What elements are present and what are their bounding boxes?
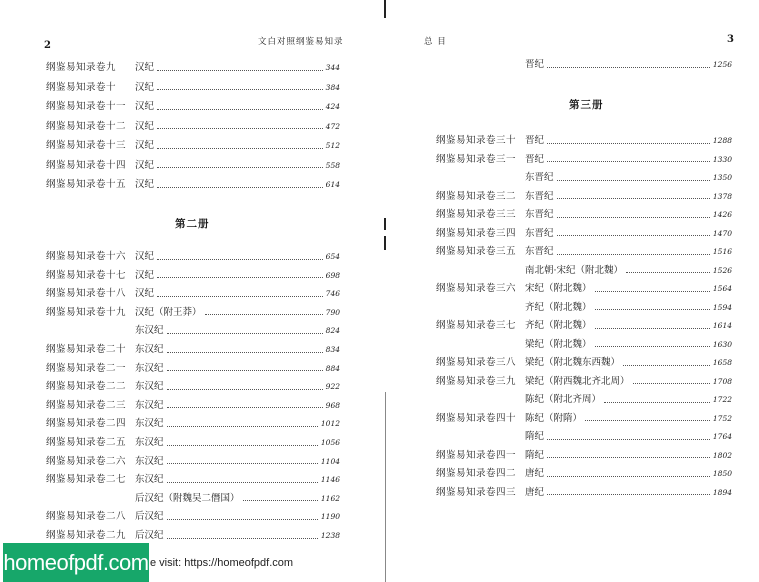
page-number: 2 xyxy=(44,40,51,51)
toc-entry xyxy=(46,119,340,135)
toc-volume: 纲鉴易知录卷十五 xyxy=(46,179,127,190)
toc-page-number: 1378 xyxy=(712,191,732,201)
toc-section: 汉纪 xyxy=(135,62,155,73)
toc-entry xyxy=(436,189,732,205)
watermark-logo[interactable]: homeofpdf.com xyxy=(3,543,149,582)
toc-section: 汉纪 xyxy=(135,179,155,190)
dot-leader xyxy=(157,127,323,129)
dot-leader xyxy=(157,147,323,149)
toc-entry xyxy=(46,268,340,284)
toc-section: 汉纪（附王莽） xyxy=(135,306,202,318)
dot-leader xyxy=(157,295,323,297)
toc-page-number: 1630 xyxy=(712,339,732,349)
dot-leader xyxy=(623,364,710,366)
toc-section: 晋纪 xyxy=(525,135,545,146)
dot-leader xyxy=(157,186,323,188)
toc-section: 汉纪 xyxy=(135,269,155,281)
toc-page-number: 922 xyxy=(325,382,340,392)
toc-section: 隋纪 xyxy=(525,431,545,442)
dot-leader xyxy=(557,253,710,255)
toc-page-number: 1288 xyxy=(712,136,732,145)
toc-entry xyxy=(46,398,340,414)
toc-section: 东汉纪 xyxy=(135,399,164,411)
toc-page-number: 512 xyxy=(325,141,340,150)
dot-leader xyxy=(557,234,710,236)
toc-section: 东晋纪 xyxy=(525,172,554,183)
watermark-visit-text[interactable]: e visit: https://homeofpdf.com xyxy=(150,557,294,569)
toc-entry xyxy=(46,99,340,115)
toc-volume: 纲鉴易知录卷十一 xyxy=(46,101,127,112)
toc-entry xyxy=(436,57,732,73)
toc-volume: 纲鉴易知录卷三十 xyxy=(436,135,517,146)
dot-leader xyxy=(626,271,710,273)
toc-entry xyxy=(46,342,340,358)
toc-page-number: 834 xyxy=(325,345,340,354)
dot-leader xyxy=(157,276,323,278)
volume-title: 第三册 xyxy=(569,99,604,111)
toc-page-number: 1722 xyxy=(712,395,732,404)
toc-entry xyxy=(436,226,732,242)
toc-volume: 纲鉴易知录卷三七 xyxy=(436,320,517,331)
toc-volume: 纲鉴易知录卷二六 xyxy=(46,455,127,467)
dot-leader xyxy=(167,406,323,408)
toc-entry xyxy=(436,263,732,279)
toc-section: 东汉纪 xyxy=(135,455,164,467)
toc-section: 陈纪（附隋） xyxy=(525,412,583,424)
toc-section: 晋纪 xyxy=(525,153,545,165)
toc-volume: 纲鉴易知录卷十四 xyxy=(46,159,127,171)
toc-entry xyxy=(436,207,732,223)
toc-volume: 纲鉴易知录卷九 xyxy=(46,62,117,73)
toc-section: 东晋纪 xyxy=(525,209,554,220)
toc-entry xyxy=(436,337,732,353)
toc-entry xyxy=(46,249,340,265)
toc-section: 梁纪（附北魏） xyxy=(525,338,592,350)
running-head: 总 目 xyxy=(424,37,447,47)
dot-leader xyxy=(167,369,323,371)
toc-page-number: 558 xyxy=(325,160,340,170)
toc-volume: 纲鉴易知录卷十八 xyxy=(46,288,127,300)
dot-leader xyxy=(157,108,323,110)
dot-leader xyxy=(595,308,710,310)
toc-volume: 纲鉴易知录卷三六 xyxy=(436,283,517,294)
toc-volume: 纲鉴易知录卷十二 xyxy=(46,120,127,132)
toc-section: 后汉纪 xyxy=(135,530,164,541)
dot-leader xyxy=(157,69,323,71)
toc-entry xyxy=(46,158,340,174)
toc-page-number: 824 xyxy=(325,326,340,336)
toc-section: 东汉纪 xyxy=(135,437,164,448)
toc-page-number: 1708 xyxy=(712,376,732,386)
toc-section: 东汉纪 xyxy=(135,362,164,374)
toc-volume: 纲鉴易知录卷十三 xyxy=(46,140,127,151)
toc-page-number: 1012 xyxy=(320,419,340,429)
dot-leader xyxy=(547,66,710,68)
toc-section: 隋纪 xyxy=(525,449,545,461)
toc-page-number: 968 xyxy=(325,400,340,410)
toc-page-number: 654 xyxy=(325,252,340,261)
toc-volume: 纲鉴易知录卷二十 xyxy=(46,344,127,355)
toc-page-number: 1564 xyxy=(712,284,732,293)
toc-entry xyxy=(436,466,732,482)
toc-volume: 纲鉴易知录卷四一 xyxy=(436,449,517,461)
dot-leader xyxy=(167,481,318,483)
dot-leader xyxy=(167,332,323,334)
toc-page-number: 1658 xyxy=(712,358,732,367)
toc-page-number: 1350 xyxy=(712,173,732,182)
dot-leader xyxy=(595,327,710,329)
toc-volume: 纲鉴易知录卷三二 xyxy=(436,190,517,202)
watermark-banner xyxy=(0,543,380,582)
toc-entry xyxy=(436,244,732,260)
toc-entry xyxy=(46,305,340,321)
toc-entry xyxy=(46,177,340,193)
toc-page-number: 424 xyxy=(325,102,340,111)
toc-section: 南北朝·宋纪（附北魏） xyxy=(525,264,624,276)
toc-section: 唐纪 xyxy=(525,486,545,498)
toc-entry xyxy=(46,454,340,470)
dot-leader xyxy=(157,258,323,260)
toc-section: 汉纪 xyxy=(135,101,155,112)
dot-leader xyxy=(167,388,323,390)
toc-section: 陈纪（附北齐周） xyxy=(525,394,602,405)
toc-page-number: 344 xyxy=(325,63,340,72)
toc-entry xyxy=(46,528,340,544)
toc-entry xyxy=(46,323,340,339)
toc-section: 汉纪 xyxy=(135,140,155,151)
toc-volume: 纲鉴易知录卷十六 xyxy=(46,251,127,262)
toc-volume: 纲鉴易知录卷二四 xyxy=(46,418,127,430)
dot-leader xyxy=(547,160,710,162)
toc-page-number: 1516 xyxy=(712,247,732,256)
toc-volume: 纲鉴易知录卷二三 xyxy=(46,399,127,411)
toc-entry xyxy=(46,361,340,377)
right-page xyxy=(390,0,759,582)
toc-section: 后汉纪（附魏吴二僭国） xyxy=(135,492,240,504)
toc-volume: 纲鉴易知录卷三一 xyxy=(436,153,517,165)
dot-leader xyxy=(557,179,710,181)
toc-section: 晋纪 xyxy=(525,59,545,70)
toc-page-number: 384 xyxy=(325,82,340,92)
dot-leader xyxy=(547,456,710,458)
toc-entry xyxy=(436,300,732,316)
toc-entry xyxy=(46,138,340,154)
dot-leader xyxy=(167,425,318,427)
toc-entry xyxy=(436,485,732,501)
toc-entry xyxy=(436,374,732,390)
toc-section: 唐纪 xyxy=(525,468,545,479)
dot-leader xyxy=(547,438,710,440)
toc-entry xyxy=(46,509,340,525)
dot-leader xyxy=(167,351,323,353)
toc-page-number: 1330 xyxy=(712,154,732,164)
toc-entry xyxy=(46,491,340,507)
page-number: 3 xyxy=(727,34,734,45)
toc-page-number: 1526 xyxy=(712,265,732,275)
dot-leader xyxy=(167,518,318,520)
toc-section: 齐纪（附北魏） xyxy=(525,320,592,331)
dot-leader xyxy=(547,475,710,477)
dot-leader xyxy=(547,142,710,144)
toc-section: 东汉纪 xyxy=(135,418,164,430)
toc-entry xyxy=(436,318,732,334)
toc-section: 东晋纪 xyxy=(525,227,554,239)
dot-leader xyxy=(167,444,318,446)
dot-leader xyxy=(167,537,318,539)
toc-page-number: 884 xyxy=(325,363,340,373)
toc-section: 汉纪 xyxy=(135,159,155,171)
dot-leader xyxy=(205,313,323,315)
toc-section: 东晋纪 xyxy=(525,190,554,202)
toc-page-number: 1426 xyxy=(712,210,732,219)
toc-entry xyxy=(436,411,732,427)
dot-leader xyxy=(604,401,710,403)
toc-page-number: 1238 xyxy=(320,531,340,540)
toc-entry xyxy=(46,379,340,395)
toc-section: 宋纪（附北魏） xyxy=(525,283,592,294)
toc-section: 后汉纪 xyxy=(135,511,164,523)
toc-section: 汉纪 xyxy=(135,288,155,300)
toc-volume: 纲鉴易知录卷二五 xyxy=(46,437,127,448)
toc-page-number: 1190 xyxy=(320,512,340,522)
toc-entry xyxy=(436,448,732,464)
dot-leader xyxy=(633,382,710,384)
toc-section: 东汉纪 xyxy=(135,344,164,355)
toc-entry xyxy=(436,281,732,297)
toc-entry xyxy=(46,80,340,96)
toc-entry xyxy=(46,286,340,302)
toc-volume: 纲鉴易知录卷二七 xyxy=(46,474,127,486)
toc-volume: 纲鉴易知录卷十七 xyxy=(46,269,127,281)
toc-volume: 纲鉴易知录卷十九 xyxy=(46,306,127,318)
toc-entry xyxy=(436,170,732,186)
toc-entry xyxy=(436,152,732,168)
toc-volume: 纲鉴易知录卷二九 xyxy=(46,530,127,541)
toc-section: 梁纪（附西魏北齐北周） xyxy=(525,375,630,387)
running-head: 文白对照纲鉴易知录 xyxy=(258,37,344,47)
toc-page-number: 1162 xyxy=(320,493,340,503)
toc-page-number: 1764 xyxy=(712,432,732,441)
toc-volume: 纲鉴易知录卷三三 xyxy=(436,209,517,220)
toc-volume: 纲鉴易知录卷二二 xyxy=(46,381,127,393)
book-gutter xyxy=(380,0,390,582)
toc-section: 东汉纪 xyxy=(135,381,164,393)
toc-volume: 纲鉴易知录卷三八 xyxy=(436,357,517,368)
toc-section: 齐纪（附北魏） xyxy=(525,301,592,313)
dot-leader xyxy=(585,419,710,421)
toc-volume: 纲鉴易知录卷四三 xyxy=(436,486,517,498)
toc-section: 汉纪 xyxy=(135,251,155,262)
toc-entry xyxy=(436,429,732,445)
toc-page-number: 1104 xyxy=(320,456,340,466)
toc-page-number: 1470 xyxy=(712,228,732,238)
toc-entry xyxy=(46,472,340,488)
toc-page-number: 1146 xyxy=(320,475,340,485)
toc-page-number: 1850 xyxy=(712,469,732,478)
volume-title: 第二册 xyxy=(175,218,210,230)
toc-page-number: 746 xyxy=(325,289,340,299)
toc-section: 汉纪 xyxy=(135,81,155,93)
toc-volume: 纲鉴易知录卷三九 xyxy=(436,375,517,387)
dot-leader xyxy=(595,290,710,292)
dot-leader xyxy=(557,197,710,199)
toc-page-number: 1056 xyxy=(320,438,340,447)
dot-leader xyxy=(557,216,710,218)
toc-volume: 纲鉴易知录卷二八 xyxy=(46,511,127,523)
toc-volume: 纲鉴易知录卷三五 xyxy=(436,246,517,257)
toc-entry xyxy=(46,435,340,451)
toc-page-number: 1894 xyxy=(712,487,732,497)
toc-page-number: 1802 xyxy=(712,450,732,460)
toc-page-number: 1256 xyxy=(712,60,732,69)
dot-leader xyxy=(157,166,323,168)
dot-leader xyxy=(167,462,318,464)
toc-entry xyxy=(46,416,340,432)
toc-volume: 纲鉴易知录卷三四 xyxy=(436,227,517,239)
toc-section: 梁纪（附北魏东西魏） xyxy=(525,357,621,368)
dot-leader xyxy=(243,499,318,501)
toc-section: 东晋纪 xyxy=(525,246,554,257)
toc-page-number: 698 xyxy=(325,270,340,280)
toc-page-number: 1614 xyxy=(712,321,732,330)
toc-page-number: 1594 xyxy=(712,302,732,312)
toc-section: 东汉纪 xyxy=(135,474,164,486)
dot-leader xyxy=(547,493,710,495)
dot-leader xyxy=(157,88,323,90)
toc-entry xyxy=(436,133,732,149)
toc-entry xyxy=(436,392,732,408)
toc-entry xyxy=(436,355,732,371)
toc-volume: 纲鉴易知录卷二一 xyxy=(46,362,127,374)
toc-section: 东汉纪 xyxy=(135,325,164,337)
toc-page-number: 1752 xyxy=(712,413,732,423)
toc-volume: 纲鉴易知录卷十 xyxy=(46,81,117,93)
toc-page-number: 614 xyxy=(325,180,340,189)
toc-volume: 纲鉴易知录卷四十 xyxy=(436,412,517,424)
toc-section: 汉纪 xyxy=(135,120,155,132)
toc-volume: 纲鉴易知录卷四二 xyxy=(436,468,517,479)
dot-leader xyxy=(595,345,710,347)
toc-entry xyxy=(46,60,340,76)
toc-page-number: 790 xyxy=(325,307,340,317)
toc-page-number: 472 xyxy=(325,121,340,131)
